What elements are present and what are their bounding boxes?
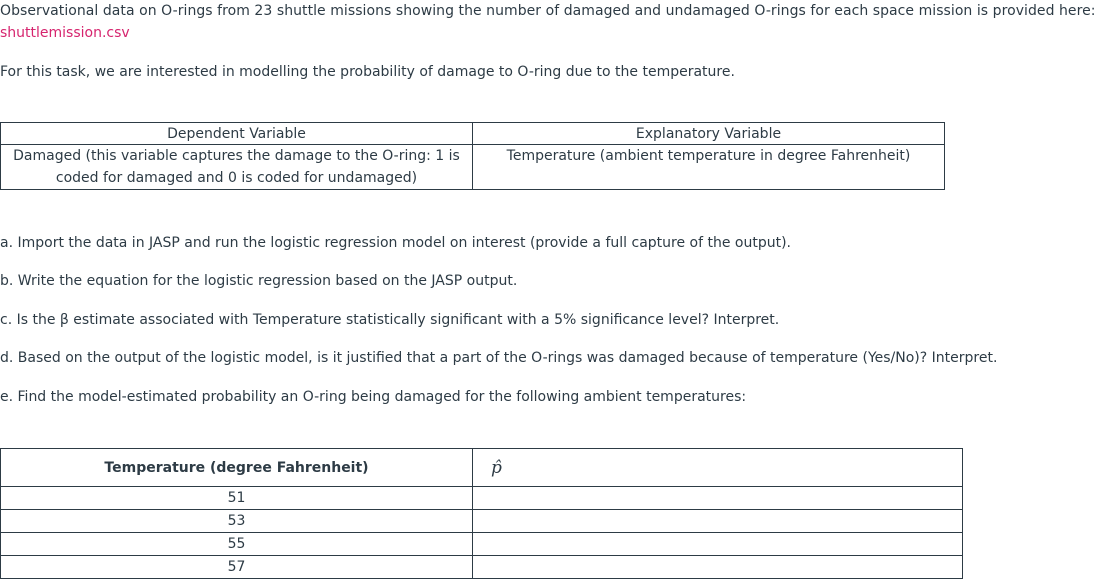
- task-text: For this task, we are interested in modelling the probability of damage to O-ring due to the temperature.: [0, 64, 735, 80]
- question-b: b. Write the equation for the logistic regression based on the JASP output.: [0, 273, 518, 289]
- dependent-variable-line2: coded for damaged and 0 is coded for undamaged): [55, 170, 418, 186]
- temperature-cell: 53: [1, 510, 473, 533]
- dependent-variable-line1: Damaged (this variable captures the damage to the O-ring: 1 is: [13, 148, 460, 164]
- temperature-header: Temperature (degree Fahrenheit): [1, 449, 473, 487]
- dependent-variable-cell: [1, 145, 473, 190]
- variables-table: [0, 122, 945, 190]
- csv-file-link[interactable]: shuttlemission.csv: [0, 25, 130, 41]
- question-a: a. Import the data in JASP and run the logistic regression model on interest (provide a full capture of the output).: [0, 235, 791, 251]
- temperature-table: [0, 448, 963, 579]
- question-e: e. Find the model-estimated probability an O-ring being damaged for the following ambient temperatures:: [0, 389, 747, 405]
- dependent-variable-header: Dependent Variable: [1, 123, 473, 145]
- p-hat-cell[interactable]: [473, 533, 963, 556]
- explanatory-variable-header: Explanatory Variable: [473, 123, 945, 145]
- question-d: d. Based on the output of the logistic model, is it justified that a part of the O-rings was damaged because of temperature (Yes/No)? Interpret.: [0, 350, 998, 366]
- temperature-cell: 55: [1, 533, 473, 556]
- explanatory-variable-cell: Temperature (ambient temperature in degree Fahrenheit): [473, 145, 945, 190]
- question-c: c. Is the β estimate associated with Temperature statistically significant with a 5% significance level? Interpret.: [0, 312, 780, 328]
- temperature-cell: 51: [1, 487, 473, 510]
- temperature-cell: 57: [1, 556, 473, 579]
- p-hat-cell[interactable]: [473, 487, 963, 510]
- intro-text: Observational data on O-rings from 23 shuttle missions showing the number of damaged and undamaged O-rings for each space mission is provided here:: [0, 3, 1096, 19]
- p-hat-cell[interactable]: [473, 556, 963, 579]
- p-hat-header: p̂: [473, 449, 963, 487]
- p-hat-cell[interactable]: [473, 510, 963, 533]
